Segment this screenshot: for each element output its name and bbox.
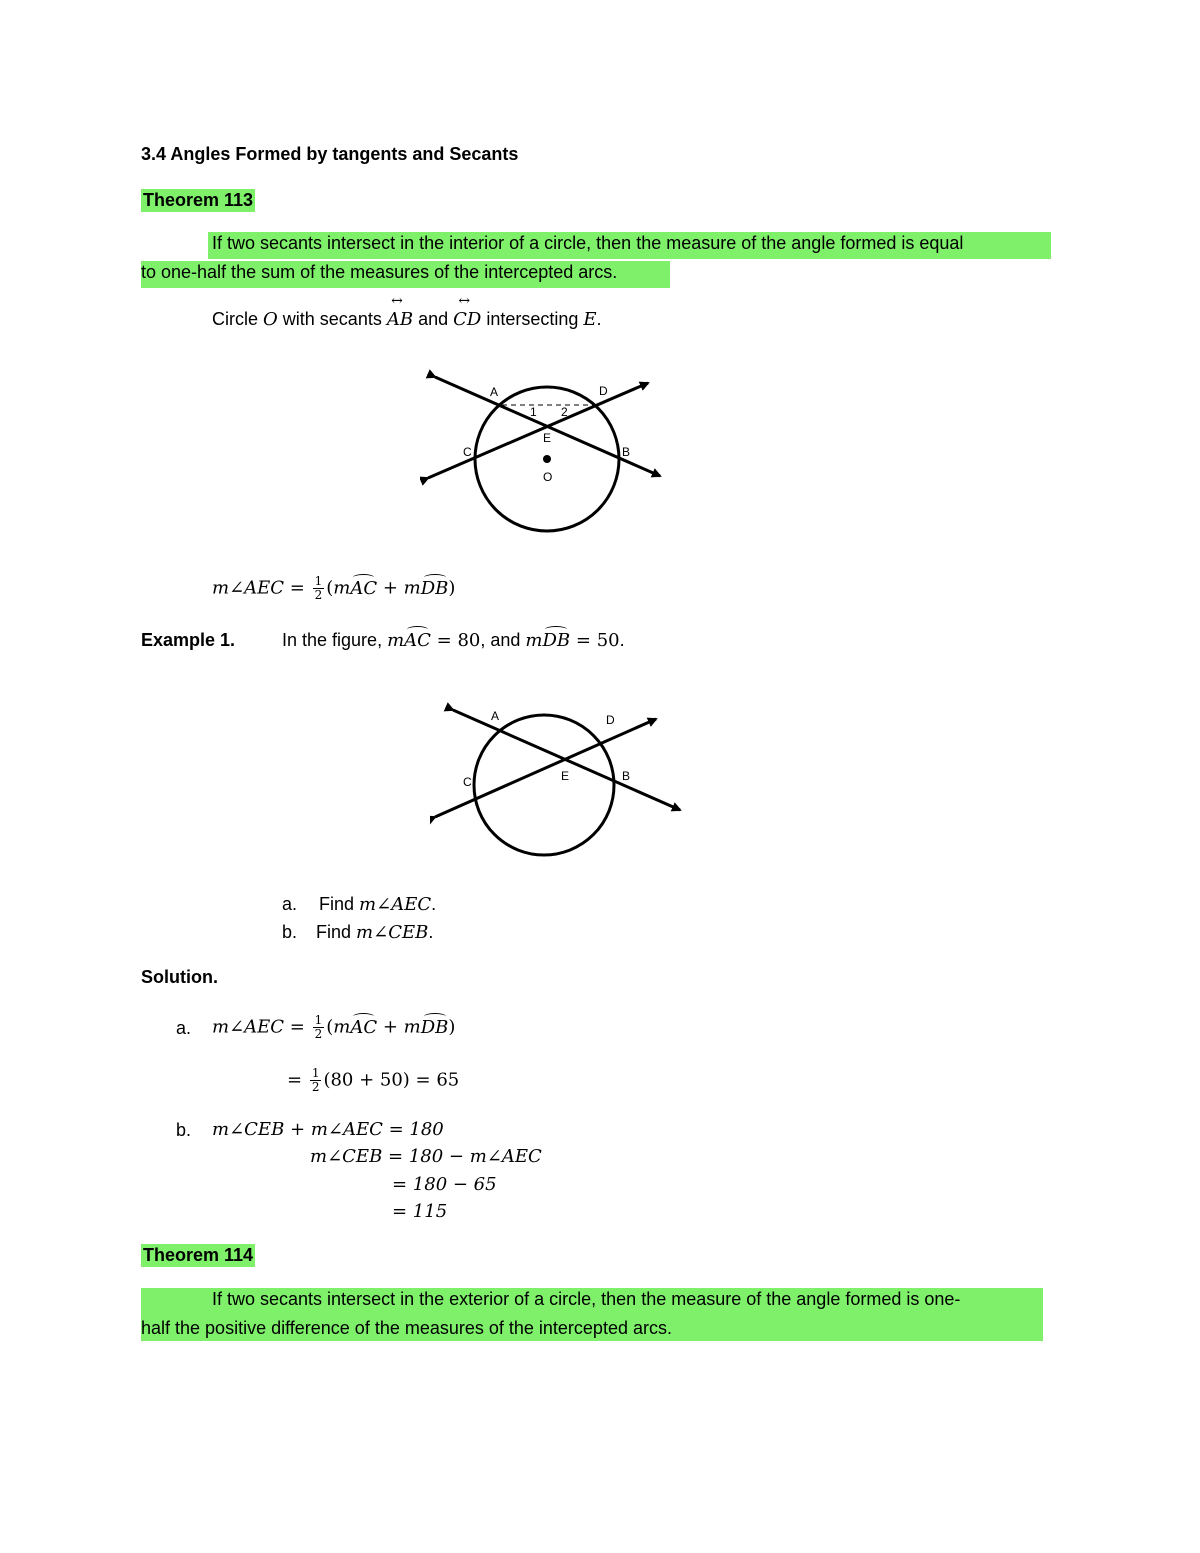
label-angle-1: 1 — [530, 405, 537, 419]
label-d: D — [599, 384, 608, 398]
label-d: D — [606, 713, 615, 727]
secant-cd — [428, 383, 648, 478]
solution-b-line2: m∠CEB = 180 − m∠AEC — [310, 1146, 542, 1167]
question-a: a. Find m∠AEC. — [282, 894, 437, 915]
label-e: E — [561, 769, 570, 783]
solution-a-line2: = $\frac{1}{2}$ (80 + 50) = 65 — [287, 1066, 460, 1094]
solution-b-line3: = 180 − 65 — [392, 1174, 497, 1195]
label-b: B — [622, 445, 631, 459]
label-c: C — [463, 445, 472, 459]
example-1-label: Example 1. — [141, 630, 236, 650]
solution-b-marker: b. — [176, 1120, 192, 1140]
theorem-113-line1: If two secants intersect in the interior of a circle, then the measure of the angle formed is equal — [212, 233, 964, 253]
section-title: 3.4 Angles Formed by tangents and Secants — [141, 144, 519, 164]
solution-b-line1: m∠CEB + m∠AEC = 180 — [212, 1119, 444, 1140]
theorem-114-label: Theorem 114 — [143, 1245, 254, 1265]
question-b: b. Find m∠CEB. — [282, 922, 434, 943]
line-cd: ↔ CD — [453, 309, 481, 330]
figure-2-circle-secants — [430, 700, 690, 865]
label-c: C — [463, 775, 472, 789]
theorem-114-line2: half the positive difference of the measures of the intercepted arcs. — [141, 1318, 672, 1338]
solution-a-line1: m∠AEC = $\frac{1}{2}$ (mAC + mDB) — [212, 1013, 456, 1041]
theorem-114-line1: If two secants intersect in the exterior of a circle, then the measure of the angle formed is one- — [212, 1289, 961, 1309]
circle — [474, 715, 614, 855]
example-1-statement: In the figure, mAC = 80, and mDB = 50. — [282, 630, 625, 651]
label-a: A — [491, 709, 500, 723]
label-a: A — [490, 385, 499, 399]
given-statement: Circle O with secants ↔ AB and ↔ CD intersecting E. — [212, 309, 602, 330]
center-point-o — [543, 455, 551, 463]
solution-label: Solution. — [141, 967, 218, 987]
label-b: B — [622, 769, 631, 783]
theorem-113-label: Theorem 113 — [143, 190, 254, 210]
label-e: E — [543, 431, 552, 445]
line-ab: ↔ AB — [387, 309, 413, 330]
solution-b-line4: = 115 — [392, 1201, 448, 1222]
theorem-113-formula: m∠AEC = $\frac{1}{2}$ (mAC + mDB) — [212, 574, 456, 602]
figure-1-circle-secants — [420, 368, 670, 538]
solution-a-marker: a. — [176, 1018, 192, 1038]
secant-cd — [435, 719, 656, 817]
label-angle-2: 2 — [561, 405, 568, 419]
label-o: O — [543, 470, 553, 484]
theorem-113-line2: to one-half the sum of the measures of the intercepted arcs. — [141, 262, 618, 282]
